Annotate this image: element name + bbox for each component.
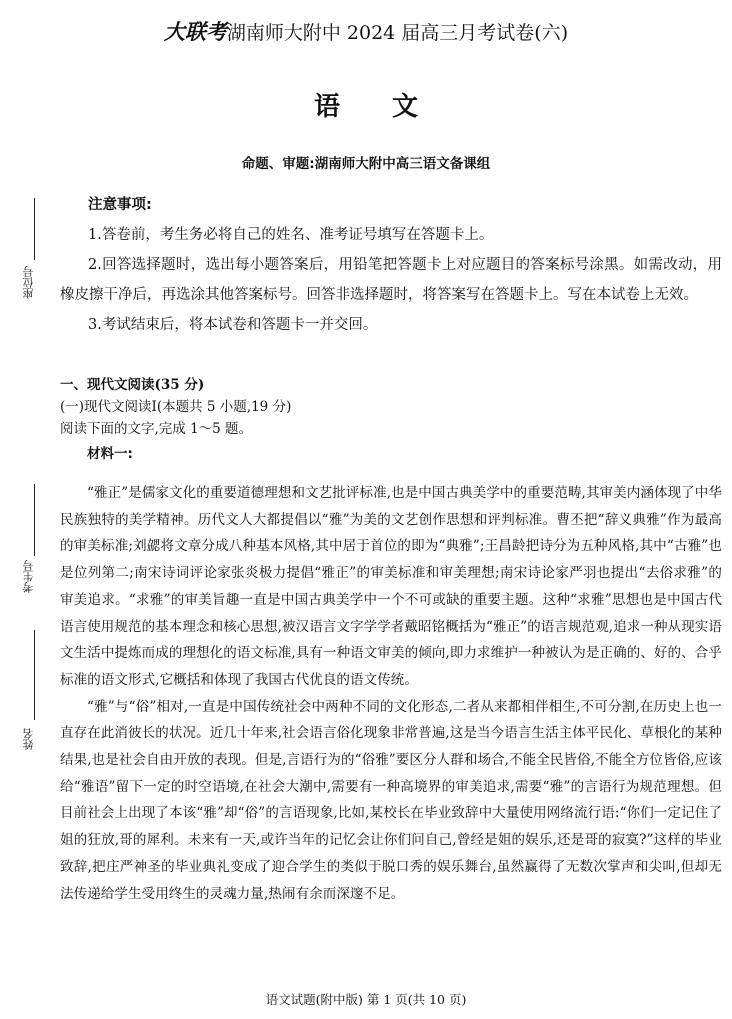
- margin-label-seat: 座位号: [22, 266, 35, 299]
- material-heading: 材料一:: [87, 446, 133, 462]
- note-item: 2.回答选择题时，选出每小题答案后，用铅笔把答题卡上对应题目的答案标号涂黑。如需改动，用橡皮擦干净后，再选涂其他答案标号。回答非选择题时，将答案写在答题卡上。写在本试卷上无效。: [60, 257, 722, 303]
- material-paragraph: “雅”与“俗”相对,一直是中国传统社会中两种不同的文化形态,二者从来都相伴相生,不可分割,在历史上也一直存在此消彼长的状况。近几十年来,社会语言俗化现象非常普遍,这是当今语言生活主体平民化、草根化的某种结果,也是社会自由开放的表现。但是,言语行为的“俗雅”要区分人群和场合,不能全民皆俗,不能全方位皆俗,应该给“雅语”留下一定的时空语境,在社会大潮中,需要有一种高境界的审美追求,需要“雅”的言语行为规范理想。但目前社会上出现了本该“雅”却“俗”的言语现象,比如,某校长在毕业致辞中大量使用网络流行语:“你们一定记住了姐的狂放,哥的犀利。未来有一天,或许当年的记忆会让你们问自己,曾经是姐的娱乐,还是哥的寂寞?”这样的毕业致辞,把庄严神圣的毕业典礼变成了迎合学生的类似于脱口秀的娱乐舞台,虽然赢得了无数次掌声和尖叫,但却无法传递给学生受用终生的灵魂力量,热闹有余而深邃不足。: [60, 698, 722, 902]
- reading-section: [60, 374, 722, 466]
- margin-label-exam-no: 考生号: [22, 560, 35, 593]
- note-item: 1.答卷前，考生务必将自己的姓名、准考证号填写在答题卡上。: [88, 227, 494, 243]
- material-text: [60, 480, 722, 907]
- brand-logo-text: 大联考: [163, 19, 227, 44]
- margin-line-name: [34, 630, 35, 720]
- section-subheading: (一)现代文阅读Ⅰ(本题共 5 小题,19 分): [60, 399, 292, 415]
- page-footer: 语文试题(附中版) 第 1 页(共 10 页): [265, 992, 467, 1007]
- margin-label-name: 姓名: [22, 728, 35, 750]
- section-heading: 一、现代文阅读(35 分): [60, 377, 205, 393]
- margin-line-exam-no: [34, 484, 35, 556]
- section-instruction: 阅读下面的文字,完成 1～5 题。: [60, 421, 253, 437]
- margin-line-seat: [34, 198, 35, 260]
- exam-notes: [60, 190, 722, 340]
- exam-title: [0, 16, 732, 46]
- authors-line: 命题、审题:湖南师大附中高三语文备课组: [241, 156, 491, 172]
- note-item: 3.考试结束后，将本试卷和答题卡一并交回。: [88, 317, 378, 333]
- subject-title: 语文: [313, 92, 470, 122]
- material-paragraph: “雅正”是儒家文化的重要道德理想和文艺批评标准,也是中国古典美学中的重要范畴,其审美内涵体现了中华民族独特的美学精神。历代文人大都提倡以“雅”为美的文艺创作思想和评判标准。曹丕把“辞义典雅”作为最高的审美标准;刘勰将文章分成八种基本风格,其中居于首位的即为“典雅”;王昌龄把诗分为五种风格,其中“古雅”也是位列第二;南宋诗词评论家张炎极力提倡“雅正”的审美标准和审美理想;南宋诗论家严羽也提出“去俗求雅”的审美追求。“求雅”的审美旨趣一直是中国古典美学中一个不可或缺的重要主题。这种“求雅”思想也是中国古代语言使用规范的基本理念和核心思想,被汉语言文字学学者戴昭铭概括为“雅正”的语言规范观,追求一种从现实语文生活中提炼而成的理想化的语文标准,具有一种语文审美的倾向,即力求维护一种被认为是正确的、好的、合乎标准的语文形式,它概括和体现了我国古代优良的语文传统。: [60, 485, 722, 688]
- exam-title-text: 湖南师大附中 2024 届高三月考试卷(六): [226, 22, 569, 44]
- notes-heading: 注意事项:: [88, 197, 152, 213]
